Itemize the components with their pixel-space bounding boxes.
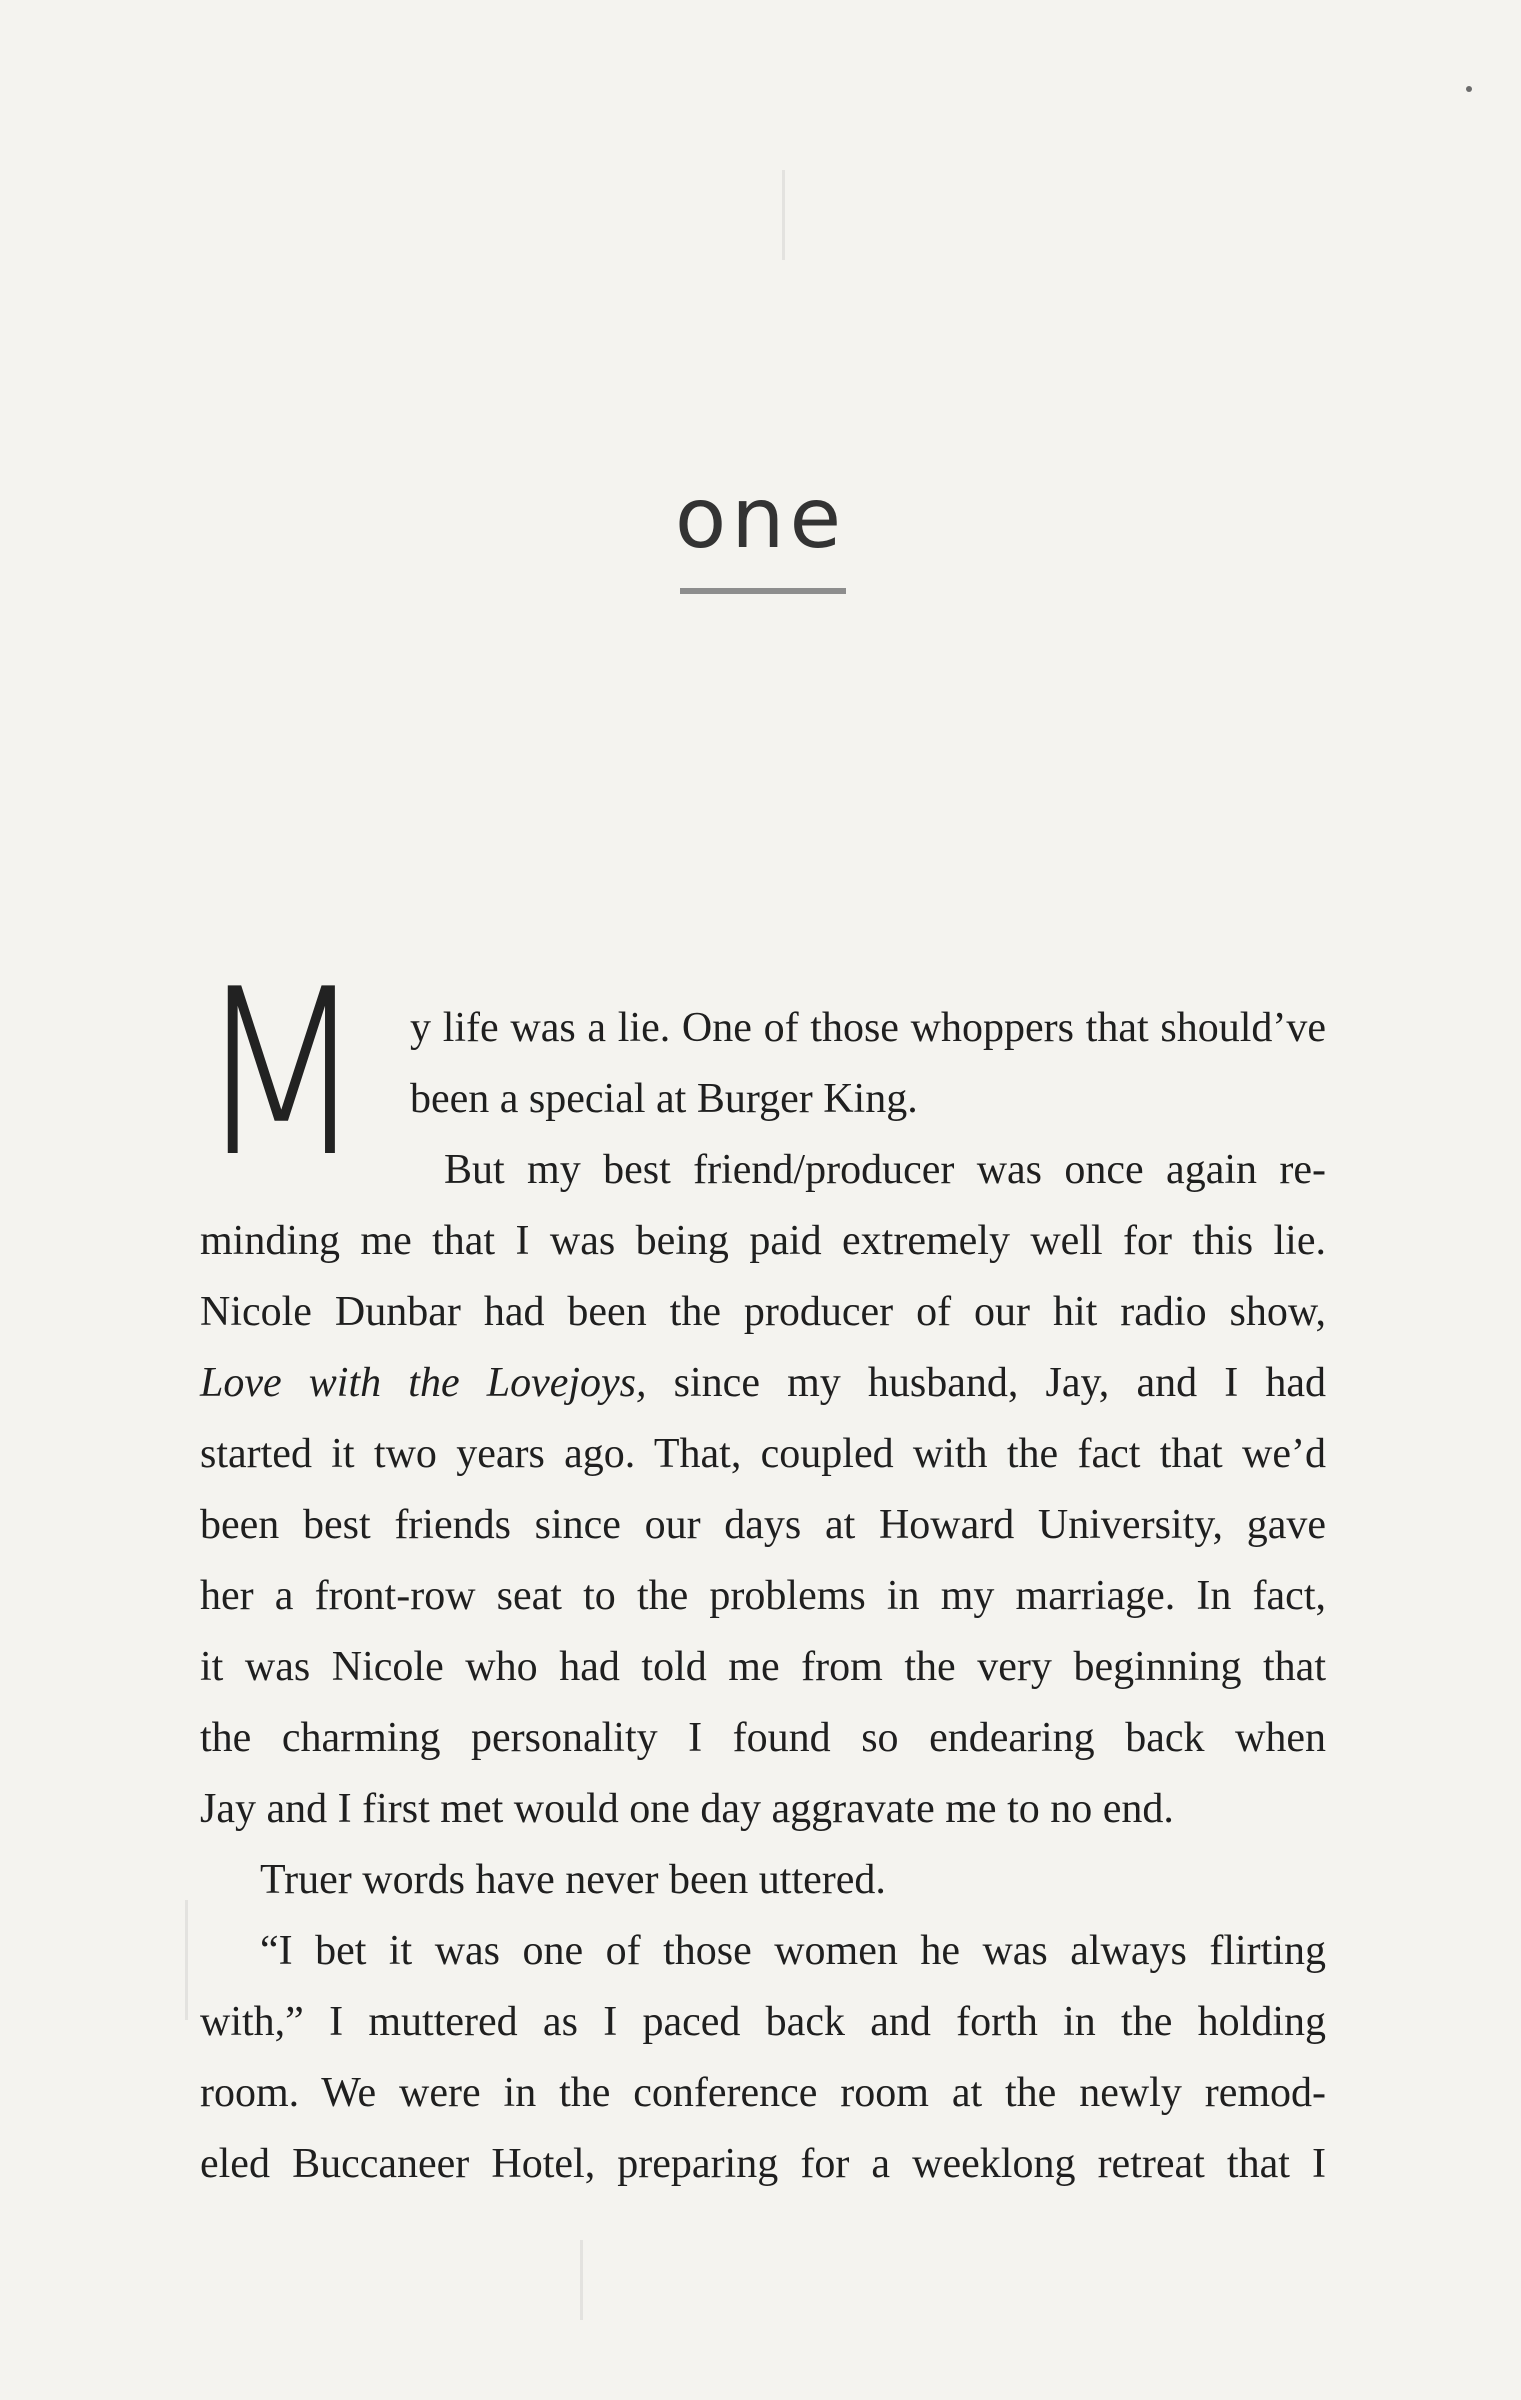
text-line-rest: since my husband, Jay, and I had bbox=[673, 1360, 1326, 1406]
text-line: Truer words have never been uttered. bbox=[260, 1857, 886, 1903]
chapter-title: one bbox=[674, 469, 847, 567]
drop-cap: M bbox=[196, 941, 367, 1208]
text-line: Jay and I first met would one day aggravate me to no end. bbox=[200, 1786, 1174, 1832]
text-line: eled Buccaneer Hotel, preparing for a weeklong retreat that I bbox=[200, 2141, 1326, 2187]
text-line: But my best friend/producer was once again re- bbox=[444, 1147, 1326, 1193]
text-line: room. We were in the conference room at the newly remod- bbox=[200, 2070, 1326, 2116]
text-line: minding me that I was being paid extremely well for this lie. bbox=[200, 1218, 1326, 1264]
body-text bbox=[200, 993, 1326, 2200]
text-line: been best friends since our days at Howard University, gave bbox=[200, 1502, 1326, 1548]
text-line bbox=[200, 1348, 1326, 1419]
scan-mark bbox=[185, 1900, 188, 2020]
text-line: y life was a lie. One of those whoppers that should’ve bbox=[410, 1005, 1326, 1051]
text-line: started it two years ago. That, coupled with the fact that we’d bbox=[200, 1431, 1326, 1477]
text-line: it was Nicole who had told me from the very beginning that bbox=[200, 1644, 1326, 1690]
chapter-title-underline bbox=[680, 588, 846, 594]
text-line: the charming personality I found so endearing back when bbox=[200, 1715, 1326, 1761]
text-line: been a special at Burger King. bbox=[410, 1076, 918, 1122]
text-line: “I bet it was one of those women he was always flirting bbox=[260, 1928, 1326, 1974]
show-title: Love with the Lovejoys, bbox=[200, 1360, 647, 1406]
scan-mark bbox=[782, 170, 785, 260]
scan-mark bbox=[580, 2240, 583, 2320]
text-line: Nicole Dunbar had been the producer of our hit radio show, bbox=[200, 1289, 1326, 1335]
text-line: her a front-row seat to the problems in my marriage. In fact, bbox=[200, 1573, 1326, 1619]
scan-speck bbox=[1466, 86, 1472, 92]
text-line: with,” I muttered as I paced back and forth in the holding bbox=[200, 1999, 1326, 2045]
